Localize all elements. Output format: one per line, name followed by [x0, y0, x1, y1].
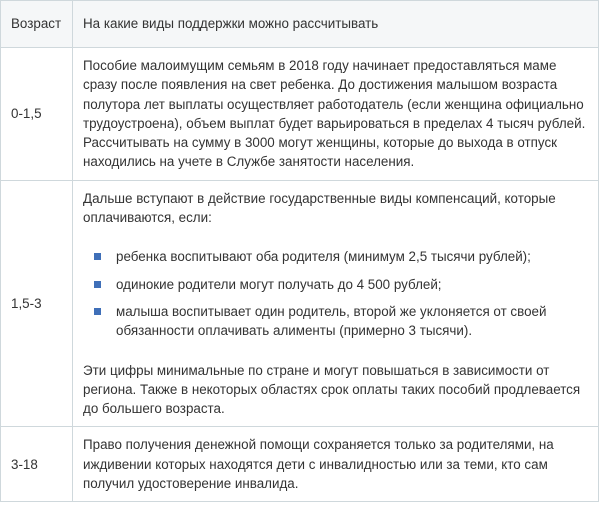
age-cell: 0-1,5: [1, 48, 73, 181]
square-bullet-icon: [94, 253, 101, 260]
square-bullet-icon: [94, 281, 101, 288]
list-item-text: одинокие родители могут получать до 4 500 рублей;: [116, 276, 442, 292]
header-support: На какие виды поддержки можно рассчитывать: [73, 1, 599, 48]
list-item-text: ребенка воспитывают оба родителя (минимум 2,5 тысячи рублей);: [116, 249, 531, 265]
support-text: Пособие малоимущим семьям в 2018 году начинает предоставляться маме сразу после появления на свет ребенка. До достижения малышом возраста полутора лет выплаты осуществляет работодатель (если женщина официально трудоустроена), объем выплат будет варьироваться в пределах 4 тысяч рублей. Рассчитывать на сумму в 3000 могут женщины, которые до выхода в отпуск находились на учете в Службе занятости населения.: [83, 58, 586, 170]
support-cell: [73, 48, 599, 181]
square-bullet-icon: [94, 308, 101, 315]
support-intro: Дальше вступают в действие государственные виды компенсаций, которые оплачиваются, если:: [83, 190, 556, 226]
list-item-text: малыша воспитывает один родитель, второй же уклоняется от своей обязанности оплачивать алименты (примерно 3 тысячи).: [116, 303, 547, 339]
table-row: [1, 48, 599, 181]
table-row: [1, 427, 599, 502]
age-cell: 1,5-3: [1, 180, 73, 427]
support-outro: Эти цифры минимальные по стране и могут повышаться в зависимости от региона. Также в некоторых областях срок оплаты таких пособий продлевается до большего возраста.: [83, 362, 581, 417]
support-cell: [73, 427, 599, 502]
support-list: [83, 247, 588, 340]
support-cell: [73, 180, 599, 427]
support-text: Право получения денежной помощи сохраняется только за родителями, на иждивении которых находятся дети с инвалидностью или за теми, кто сам получил удостоверение инвалида.: [83, 437, 554, 492]
list-item: [83, 302, 588, 341]
list-item: [83, 275, 588, 294]
list-item: [83, 247, 588, 266]
age-cell: 3-18: [1, 427, 73, 502]
table-header-row: [1, 1, 599, 48]
header-age: Возраст: [1, 1, 73, 48]
table-row: [1, 180, 599, 427]
